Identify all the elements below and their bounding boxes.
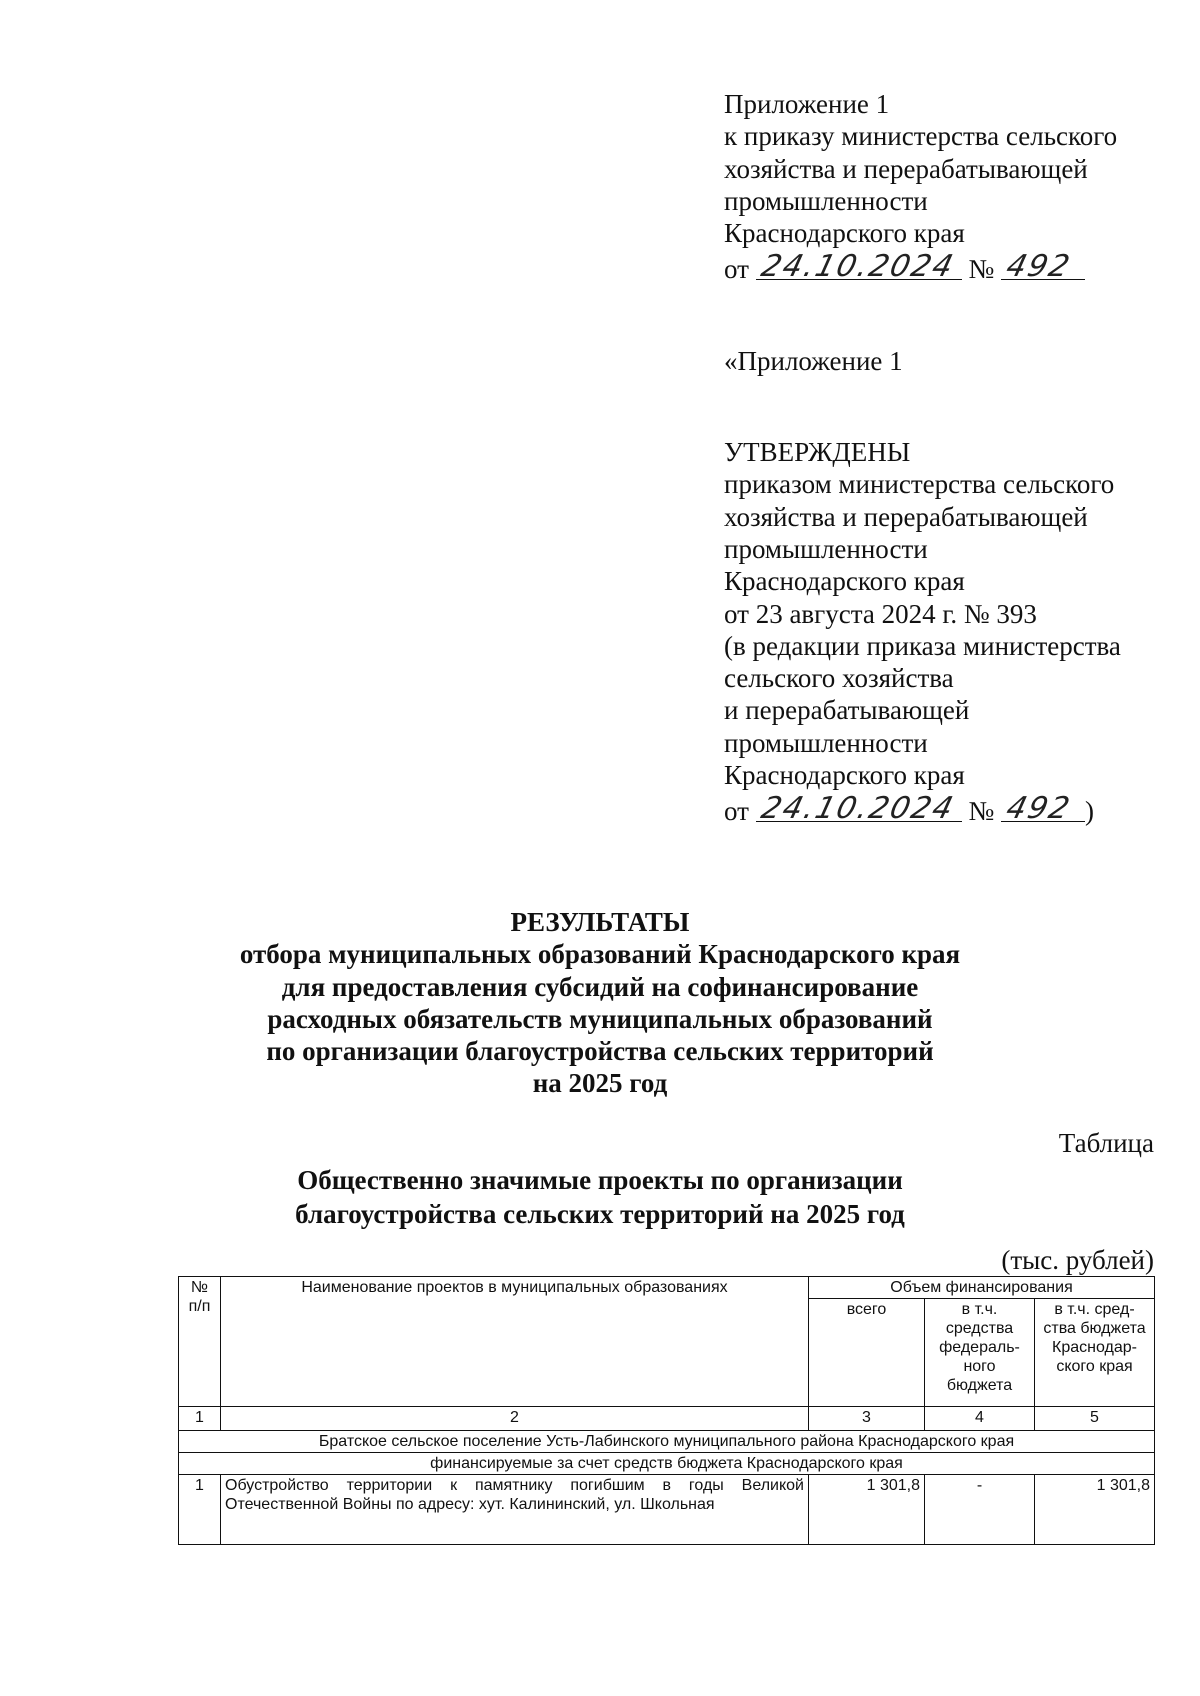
handwritten-date: 24.10.2024 [757,249,959,285]
annex-signature-line [724,249,1164,285]
quoted-annex-title: «Приложение 1 [724,345,903,376]
row-federal: - [925,1475,1035,1545]
column-number: 1 [179,1407,221,1431]
column-number: 2 [221,1407,809,1431]
title-line: расходных обязательств муниципальных образований [267,1003,933,1034]
table-title-line: благоустройства сельских территорий на 2025 год [295,1199,905,1229]
subgroup-row [179,1453,1155,1475]
approved-line: сельского хозяйства [724,663,954,694]
table-title-line: Общественно значимые проекты по организации [297,1165,903,1195]
table-title [0,1163,1200,1231]
title-line: по организации благоустройства сельских территорий [266,1036,934,1067]
header-num: № п/п [179,1277,221,1407]
approved-line: от 23 августа 2024 г. № 393 [724,598,1037,629]
from-label: от [724,796,749,827]
annex-line: Краснодарского края [724,218,965,249]
handwritten-number: 492 [1002,249,1075,285]
projects-table [178,1276,1155,1545]
header-funding: Объем финансирования [809,1277,1155,1299]
number-field [1001,249,1085,285]
column-number: 3 [809,1407,925,1431]
title-line: на 2025 год [532,1068,668,1099]
approved-signature-line [724,791,1164,827]
units-label: (тыс. рублей) [1001,1245,1154,1275]
row-num: 1 [179,1475,221,1545]
approved-heading: УТВЕРЖДЕНЫ [724,437,911,468]
title-line: для предоставления субсидий на софинансирование [281,971,919,1002]
column-number: 5 [1035,1407,1155,1431]
table-caption: Таблица [1058,1128,1154,1158]
approved-line: промышленности [724,727,928,758]
header-federal: в т.ч. средства федераль-ного бюджета [925,1299,1035,1407]
row-total: 1 301,8 [809,1475,925,1545]
header-row [179,1277,1155,1299]
column-number: 4 [925,1407,1035,1431]
title-line: отбора муниципальных образований Краснодарского края [239,939,961,970]
table-row [179,1475,1155,1545]
closing-parenthesis: ) [1084,796,1094,827]
row-regional: 1 301,8 [1035,1475,1155,1545]
title-line: РЕЗУЛЬТАТЫ [510,907,690,937]
approved-line: Краснодарского края [724,760,965,791]
number-label: № [968,254,995,285]
group-row [179,1431,1155,1453]
approved-line: (в редакции приказа министерства [724,630,1121,661]
approved-line: и перерабатывающей [724,695,970,726]
approved-line: приказом министерства сельского [724,469,1115,500]
document-title [0,906,1200,1100]
header-regional: в т.ч. сред-ства бюджета Краснодар-ского края [1035,1299,1155,1407]
column-number-row [179,1407,1155,1431]
date-field [756,249,962,285]
funding-source: финансируемые за счет средств бюджета Краснодарского края [179,1453,1155,1475]
approved-line: Краснодарского края [724,566,965,597]
annex-line: промышленности [724,185,928,216]
number-field [1001,791,1085,827]
handwritten-number: 492 [1002,791,1075,827]
annex-title: Приложение 1 [724,89,890,119]
number-label: № [968,796,995,827]
row-project-name: Обустройство территории к памятнику погибшим в годы Великой Отечественной Войны по адресу: хут. Калининский, ул. Школьная [221,1475,809,1545]
from-label: от [724,254,749,285]
annex-block [724,88,1164,828]
header-name: Наименование проектов в муниципальных образованиях [221,1277,809,1407]
approved-line: промышленности [724,533,928,564]
annex-line: хозяйства и перерабатывающей [724,153,1088,184]
handwritten-date: 24.10.2024 [757,791,959,827]
approved-line: хозяйства и перерабатывающей [724,501,1088,532]
annex-line: к приказу министерства сельского [724,121,1118,152]
municipality-name: Братское сельское поселение Усть-Лабинского муниципального района Краснодарского края [179,1431,1155,1453]
date-field [756,791,962,827]
header-total: всего [809,1299,925,1407]
